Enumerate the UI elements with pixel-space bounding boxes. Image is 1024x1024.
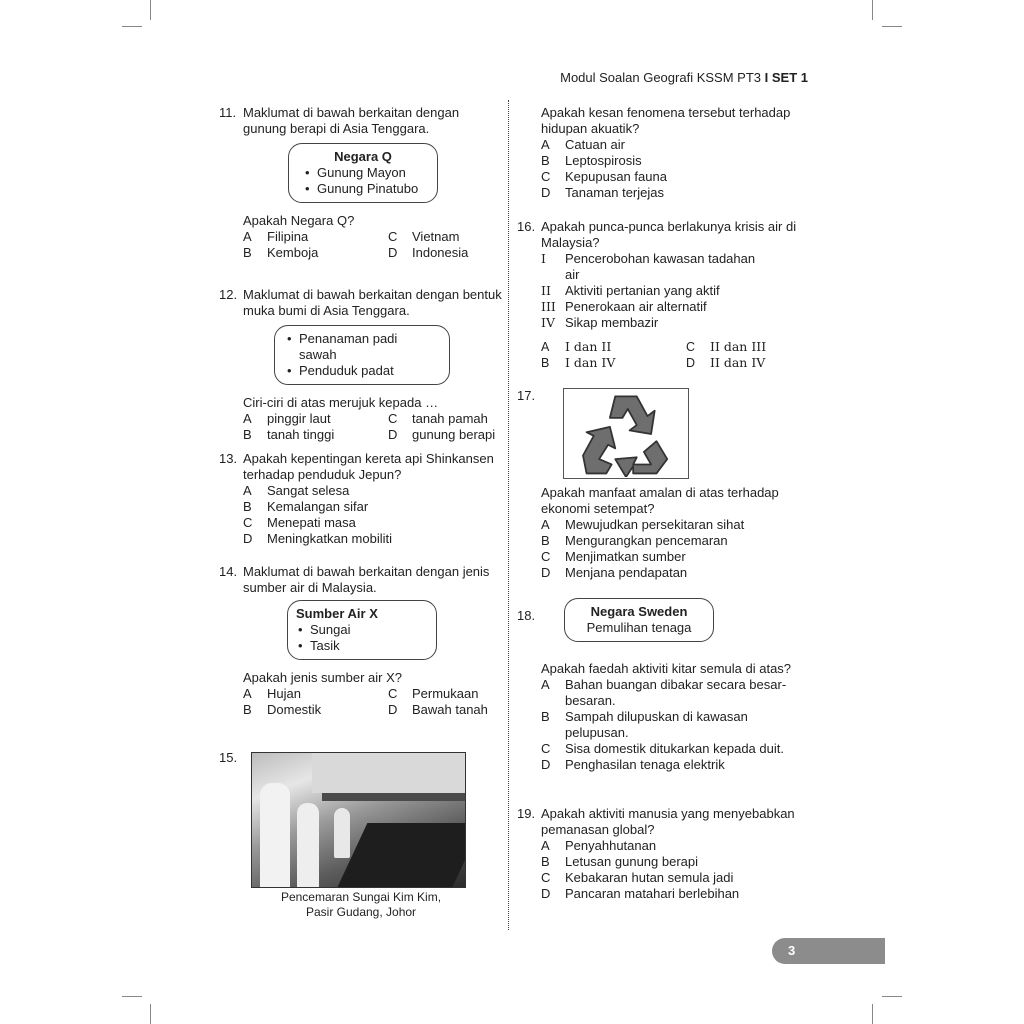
question-number: 15. bbox=[219, 750, 238, 765]
question-14 bbox=[219, 564, 507, 718]
question-11 bbox=[219, 105, 504, 261]
answer-option[interactable]: A pinggir laut bbox=[243, 411, 331, 426]
statement: IV Sikap membazir bbox=[541, 315, 659, 330]
header-title: Modul Soalan Geografi KSSM PT3 bbox=[560, 70, 761, 85]
answer-option[interactable]: B Leptospirosis bbox=[541, 153, 642, 168]
question-15-continued bbox=[541, 105, 811, 201]
answer-option[interactable]: C Sisa domestik ditukarkan kepada duit. bbox=[541, 741, 784, 756]
info-box-item: • Gunung Pinatubo bbox=[303, 181, 423, 197]
answer-option[interactable]: A Hujan bbox=[243, 686, 301, 701]
answer-option[interactable]: C II dan III bbox=[686, 339, 767, 354]
answer-option[interactable]: A Filipina bbox=[243, 229, 309, 244]
answer-option[interactable]: D Penghasilan tenaga elektrik bbox=[541, 757, 725, 772]
info-box bbox=[287, 600, 437, 660]
question-prompt: Apakah Negara Q? bbox=[243, 213, 355, 228]
answer-option[interactable]: D Tanaman terjejas bbox=[541, 185, 664, 200]
answer-option[interactable]: C Menjimatkan sumber bbox=[541, 549, 686, 564]
info-box-item: • Gunung Mayon bbox=[303, 165, 423, 181]
question-number: 12. bbox=[219, 287, 238, 302]
column-divider bbox=[508, 100, 509, 930]
page-number: 3 bbox=[772, 938, 885, 964]
question-18-continued bbox=[541, 661, 801, 773]
info-box-item: • Penduduk padat bbox=[285, 363, 435, 379]
question-stem: Apakah punca-punca berlakunya krisis air di Malaysia? bbox=[541, 219, 797, 250]
question-prompt: Apakah jenis sumber air X? bbox=[243, 670, 402, 685]
answer-option[interactable]: A Mewujudkan persekitaran sihat bbox=[541, 517, 745, 532]
crop-mark bbox=[882, 26, 902, 27]
crop-mark bbox=[872, 1004, 873, 1024]
answer-option[interactable]: C Kebakaran hutan semula jadi bbox=[541, 870, 734, 885]
answer-option[interactable]: C Kepupusan fauna bbox=[541, 169, 667, 184]
crop-mark bbox=[150, 1004, 151, 1024]
question-prompt: Apakah kesan fenomena tersebut terhadap hidupan akuatik? bbox=[541, 105, 791, 136]
info-box-text: Pemulihan tenaga bbox=[586, 620, 692, 635]
answer-option[interactable]: D gunung berapi bbox=[388, 427, 496, 442]
question-number: 18. bbox=[517, 608, 536, 623]
statement: II Aktiviti pertanian yang aktif bbox=[541, 283, 720, 298]
answer-option[interactable]: B I dan IV bbox=[541, 355, 616, 370]
crop-mark bbox=[882, 996, 902, 997]
answer-option[interactable]: B Domestik bbox=[243, 702, 322, 717]
info-box-item: • Tasik bbox=[296, 638, 422, 654]
question-stem: Apakah kepentingan kereta api Shinkansen terhadap penduduk Jepun? bbox=[243, 451, 494, 482]
crop-mark bbox=[150, 0, 151, 20]
recycle-symbol-frame bbox=[563, 388, 689, 479]
answer-option[interactable]: B Mengurangkan pencemaran bbox=[541, 533, 728, 548]
answer-option[interactable]: C Vietnam bbox=[388, 229, 460, 244]
question-prompt: Apakah manfaat amalan di atas terhadap ekonomi setempat? bbox=[541, 485, 779, 516]
question-number: 17. bbox=[517, 388, 536, 403]
crop-mark bbox=[872, 0, 873, 20]
header-set: SET 1 bbox=[771, 70, 808, 85]
answer-option[interactable]: B Kemboja bbox=[243, 245, 319, 260]
question-number: 13. bbox=[219, 451, 238, 466]
answer-option[interactable]: C tanah pamah bbox=[388, 411, 488, 426]
info-box bbox=[274, 325, 450, 385]
question-number: 14. bbox=[219, 564, 238, 579]
info-box-title: Negara Q bbox=[334, 149, 392, 164]
info-box-item: • Sungai bbox=[296, 622, 422, 638]
question-number: 19. bbox=[517, 806, 536, 821]
header-separator: I bbox=[764, 70, 769, 85]
question-number: 11. bbox=[219, 105, 237, 120]
answer-option[interactable]: D Bawah tanah bbox=[388, 702, 488, 717]
crop-mark bbox=[122, 996, 142, 997]
answer-option[interactable]: C Menepati masa bbox=[243, 515, 356, 530]
statement: I Pencerobohan kawasan tadahan air bbox=[541, 251, 756, 282]
info-box bbox=[564, 598, 714, 642]
answer-option[interactable]: A Sangat selesa bbox=[243, 483, 350, 498]
answer-option[interactable]: D Meningkatkan mobiliti bbox=[243, 531, 393, 546]
question-stem: Maklumat di bawah berkaitan dengan gunung berapi di Asia Tenggara. bbox=[243, 105, 460, 136]
answer-option[interactable]: D II dan IV bbox=[686, 355, 766, 370]
question-12 bbox=[219, 287, 504, 443]
answer-option[interactable]: B Letusan gunung berapi bbox=[541, 854, 699, 869]
question-17-continued bbox=[541, 485, 811, 581]
info-box-title: Sumber Air X bbox=[296, 606, 378, 621]
question-16 bbox=[517, 219, 817, 371]
question-number: 16. bbox=[517, 219, 536, 234]
answer-option[interactable]: C Permukaan bbox=[388, 686, 479, 701]
answer-option[interactable]: D Menjana pendapatan bbox=[541, 565, 688, 580]
answer-option[interactable]: A Bahan buangan dibakar secara besar-besaran. bbox=[541, 677, 787, 708]
answer-option[interactable]: B tanah tinggi bbox=[243, 427, 335, 442]
page-header bbox=[560, 70, 808, 86]
recycle-icon bbox=[581, 391, 671, 477]
answer-option[interactable]: B Kemalangan sifar bbox=[243, 499, 369, 514]
answer-option[interactable]: D Indonesia bbox=[388, 245, 469, 260]
question-prompt: Apakah faedah aktiviti kitar semula di atas? bbox=[541, 661, 792, 676]
crop-mark bbox=[122, 26, 142, 27]
question-13 bbox=[219, 451, 507, 547]
river-pollution-photo bbox=[251, 752, 466, 888]
info-box bbox=[288, 143, 438, 203]
question-19 bbox=[517, 806, 797, 902]
statement: III Penerokaan air alternatif bbox=[541, 299, 707, 314]
question-stem: Maklumat di bawah berkaitan dengan jenis sumber air di Malaysia. bbox=[243, 564, 490, 595]
answer-option[interactable]: A Penyahhutanan bbox=[541, 838, 657, 853]
answer-option[interactable]: A I dan II bbox=[541, 339, 612, 354]
answer-option[interactable]: B Sampah dilupuskan di kawasan pelupusan. bbox=[541, 709, 748, 740]
answer-option[interactable]: A Catuan air bbox=[541, 137, 625, 152]
answer-option[interactable]: D Pancaran matahari berlebihan bbox=[541, 886, 740, 901]
info-box-item: • Penanaman padi sawah bbox=[285, 331, 435, 363]
question-prompt: Ciri-ciri di atas merujuk kepada … bbox=[243, 395, 439, 410]
question-stem: Apakah aktiviti manusia yang menyebabkan pemanasan global? bbox=[541, 806, 795, 837]
info-box-title: Negara Sweden bbox=[590, 604, 688, 619]
question-stem: Maklumat di bawah berkaitan dengan bentuk muka bumi di Asia Tenggara. bbox=[243, 287, 502, 318]
photo-caption: Pencemaran Sungai Kim Kim, Pasir Gudang, Johor bbox=[280, 890, 442, 919]
